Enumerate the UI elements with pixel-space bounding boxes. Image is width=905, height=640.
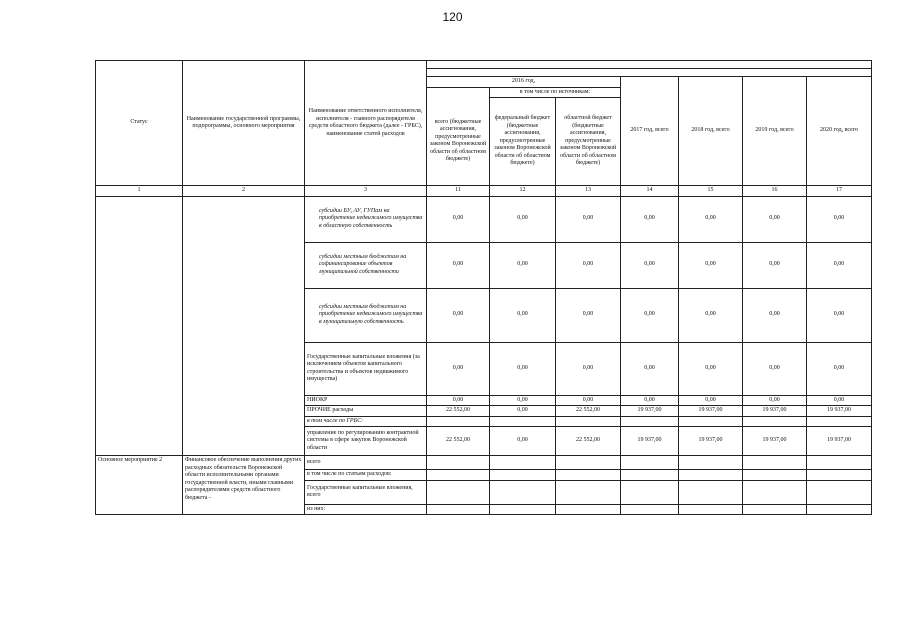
- value-cell: [621, 470, 679, 481]
- value-cell: 0,00: [621, 342, 679, 395]
- value-cell: 22 552,00: [556, 427, 621, 456]
- value-cell: [807, 416, 872, 427]
- value-cell: 0,00: [427, 342, 490, 395]
- header-status: Статус: [96, 61, 183, 186]
- value-cell: [490, 416, 556, 427]
- row-label: субсидии БУ, АУ, ГУПам на приобретение недвижимого имущества в областную собственность: [305, 196, 427, 242]
- col-num: 1: [96, 186, 183, 197]
- value-cell: 0,00: [621, 395, 679, 406]
- value-cell: 19 937,00: [807, 427, 872, 456]
- col-num: 13: [556, 186, 621, 197]
- col-num: 16: [743, 186, 807, 197]
- value-cell: [743, 470, 807, 481]
- value-cell: [490, 470, 556, 481]
- row-label: НИОКР: [305, 395, 427, 406]
- value-cell: [743, 504, 807, 515]
- budget-table: [95, 60, 872, 515]
- col-num: 12: [490, 186, 556, 197]
- header-2018: 2018 год, всего: [679, 77, 743, 186]
- value-cell: 0,00: [427, 288, 490, 342]
- value-cell: [556, 480, 621, 504]
- value-cell: [621, 480, 679, 504]
- row-label: управление по регулированию контрактной системы в сфере закупок Воронежской области: [305, 427, 427, 456]
- header-federal-2016: федеральный бюджет (бюджетные ассигнования, предусмотренные законом Воронежской области об областном бюджете): [490, 98, 556, 186]
- value-cell: [556, 504, 621, 515]
- page-number: 120: [442, 10, 463, 24]
- value-cell: 0,00: [679, 342, 743, 395]
- value-cell: [427, 470, 490, 481]
- value-cell: 19 937,00: [679, 406, 743, 417]
- value-cell: 0,00: [556, 288, 621, 342]
- value-cell: [556, 470, 621, 481]
- col-num: 15: [679, 186, 743, 197]
- value-cell: 0,00: [807, 196, 872, 242]
- row-label: в том числе по ГРБС:: [305, 416, 427, 427]
- status-cell-empty: [96, 196, 183, 456]
- value-cell: 0,00: [490, 342, 556, 395]
- header-program-name: Наименование государственной программы, подпрограммы, основного мероприятия: [183, 61, 305, 186]
- value-cell: 0,00: [427, 242, 490, 288]
- value-cell: 0,00: [743, 196, 807, 242]
- value-cell: 19 937,00: [743, 427, 807, 456]
- row-label: всего: [305, 456, 427, 470]
- value-cell: [679, 480, 743, 504]
- value-cell: 0,00: [556, 196, 621, 242]
- value-cell: 0,00: [490, 288, 556, 342]
- value-cell: 0,00: [490, 427, 556, 456]
- value-cell: [556, 416, 621, 427]
- header-total-spacer: [427, 87, 490, 98]
- value-cell: 19 937,00: [679, 427, 743, 456]
- value-cell: [679, 470, 743, 481]
- header-2020: 2020 год, всего: [807, 77, 872, 186]
- measure2-status: Основное мероприятие 2: [96, 456, 183, 515]
- value-cell: 0,00: [490, 242, 556, 288]
- value-cell: [490, 456, 556, 470]
- header-blank-1: [427, 61, 872, 69]
- value-cell: 0,00: [490, 196, 556, 242]
- value-cell: [427, 456, 490, 470]
- value-cell: [621, 456, 679, 470]
- row-label: в том числе по статьям расходов:: [305, 470, 427, 481]
- header-regional-2016: областной бюджет (бюджетные ассигнования, предусмотренные законом Воронежской области об областном бюджете): [556, 98, 621, 186]
- col-num: 17: [807, 186, 872, 197]
- value-cell: 0,00: [807, 342, 872, 395]
- column-numbers-row: [96, 186, 872, 197]
- value-cell: [621, 504, 679, 515]
- value-cell: 22 552,00: [427, 406, 490, 417]
- value-cell: 0,00: [679, 196, 743, 242]
- row-label: субсидии местным бюджетам на приобретение недвижимого имущества в муниципальную собственность: [305, 288, 427, 342]
- value-cell: 0,00: [807, 288, 872, 342]
- value-cell: 0,00: [807, 395, 872, 406]
- value-cell: 0,00: [556, 242, 621, 288]
- value-cell: 0,00: [556, 395, 621, 406]
- value-cell: [490, 504, 556, 515]
- header-2017: 2017 год, всего: [621, 77, 679, 186]
- value-cell: [427, 504, 490, 515]
- value-cell: [427, 416, 490, 427]
- value-cell: [679, 456, 743, 470]
- value-cell: [679, 504, 743, 515]
- value-cell: [807, 470, 872, 481]
- value-cell: 0,00: [679, 242, 743, 288]
- col-num: 2: [183, 186, 305, 197]
- value-cell: [743, 416, 807, 427]
- row-label: субсидии местным бюджетам на софинансирование объектов муниципальной собственности: [305, 242, 427, 288]
- header-2019: 2019 год, всего: [743, 77, 807, 186]
- value-cell: 0,00: [490, 406, 556, 417]
- value-cell: 19 937,00: [807, 406, 872, 417]
- value-cell: 0,00: [679, 288, 743, 342]
- header-top-strip: [96, 61, 872, 69]
- value-cell: [490, 480, 556, 504]
- value-cell: 0,00: [743, 288, 807, 342]
- header-year-2016: 2016 год,: [427, 77, 621, 88]
- value-cell: 0,00: [743, 342, 807, 395]
- value-cell: [807, 504, 872, 515]
- value-cell: 0,00: [621, 242, 679, 288]
- value-cell: 19 937,00: [743, 406, 807, 417]
- value-cell: [807, 480, 872, 504]
- value-cell: [743, 456, 807, 470]
- value-cell: 19 937,00: [621, 406, 679, 417]
- value-cell: [743, 480, 807, 504]
- value-cell: 0,00: [556, 342, 621, 395]
- header-sources: в том числе по источникам:: [490, 87, 621, 98]
- value-cell: 0,00: [621, 288, 679, 342]
- value-cell: 0,00: [807, 242, 872, 288]
- row-label: из них:: [305, 504, 427, 515]
- table-row: [96, 196, 872, 242]
- value-cell: 0,00: [679, 395, 743, 406]
- row-label: Государственные капитальные вложения, всего: [305, 480, 427, 504]
- value-cell: 0,00: [490, 395, 556, 406]
- measure2-name: Финансовое обеспечение выполнения других расходных обязательств Воронежской области исполнительными органами государственной власти, иными главными распорядителями средств областного бюджета -: [183, 456, 305, 515]
- program-cell-empty: [183, 196, 305, 456]
- value-cell: [621, 416, 679, 427]
- value-cell: 0,00: [743, 395, 807, 406]
- header-executor: Наименование ответственного исполнителя, исполнителя - главного распорядителя средств областного бюджета (далее - ГРБС), наименование статей расходов: [305, 61, 427, 186]
- value-cell: 22 552,00: [556, 406, 621, 417]
- row-label: Государственные капитальные вложения (за исключением объектов капитального строительства и объектов недвижимого имущества): [305, 342, 427, 395]
- header-total-2016: всего (бюджетные ассигнования, предусмотренные законом Воронежской области об областном бюджете): [427, 98, 490, 186]
- value-cell: [807, 456, 872, 470]
- value-cell: 0,00: [427, 196, 490, 242]
- value-cell: 0,00: [743, 242, 807, 288]
- header-blank-2: [427, 69, 872, 77]
- value-cell: [679, 416, 743, 427]
- value-cell: 0,00: [621, 196, 679, 242]
- col-num: 3: [305, 186, 427, 197]
- col-num: 11: [427, 186, 490, 197]
- value-cell: 0,00: [427, 395, 490, 406]
- value-cell: 19 937,00: [621, 427, 679, 456]
- row-label: ПРОЧИЕ расходы: [305, 406, 427, 417]
- col-num: 14: [621, 186, 679, 197]
- measure2-row: [96, 456, 872, 470]
- value-cell: 22 552,00: [427, 427, 490, 456]
- value-cell: [427, 480, 490, 504]
- value-cell: [556, 456, 621, 470]
